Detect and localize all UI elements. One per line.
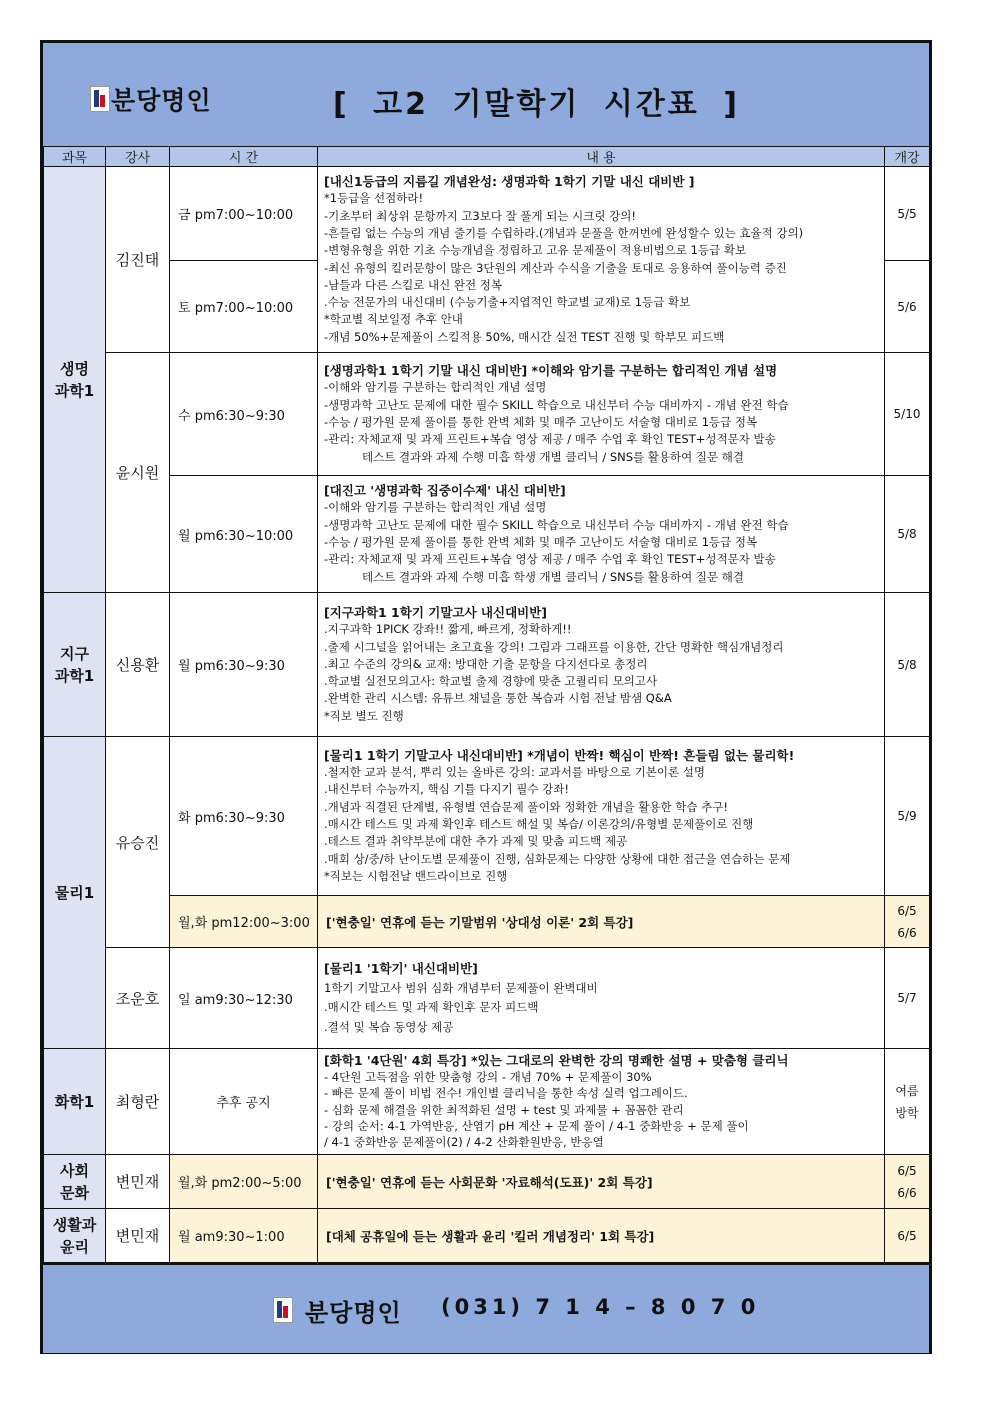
column-header-count: 개강 xyxy=(885,147,930,167)
special-lecture: ['현충일' 연휴에 듣는 기말범위 '상대성 이론' 2회 특강] xyxy=(318,896,885,948)
class-time: 금 pm7:00~10:00 xyxy=(170,167,318,261)
logo-icon xyxy=(273,1297,293,1323)
class-description: [화학1 '4단원' 4회 특강] *있는 그대로의 완벽한 강의 명쾌한 설명 + 맞춤형 클리닉 - 4단원 고득점을 위한 맞춤형 강의 - 개념 70% + 문제풀이 30% - 빠른 문제 풀이 비법 전수! 개인별 클리닉을 통한 속성 실력 업그레이드. - 심화 문제 해결을 위한 최적화된 설명 + test 및 과제물 + 꼼꼼한 관리 - 강의 순서: 4-1 가역반응, 산염기 pH 계산 + 문제 풀이 / 4-1 중화반응 + 문제 풀이 / 4-1 중화반응 문제풀이(2) / 4-2 산화환원반응, 반응열 xyxy=(318,1049,885,1155)
column-header-teacher: 강사 xyxy=(106,147,170,167)
class-time: 토 pm7:00~10:00 xyxy=(170,261,318,353)
teacher-name: 변민재 xyxy=(106,1155,170,1209)
class-description: [대진고 '생명과학 집중이수제' 내신 대비반] -이해와 암기를 구분하는 합리적인 개념 설명 -생명과학 고난도 문제에 대한 필수 SKILL 학습으로 내신부터 수능 대비까지 - 개념 완전 학습 -수능 / 평가원 문제 풀이를 통한 완벽 체화 및 매주 고난이도 서술형 대비로 1등급 정복 -관리: 자체교재 및 과제 프린트+복습 영상 제공 / 매주 수업 후 확인 TEST+성적문자 발송 테스트 결과와 과제 수행 미흡 학생 개별 클리닉 / SNS를 활용하여 질문 해결 xyxy=(318,476,885,593)
special-lecture: ['현충일' 연휴에 듣는 사회문화 '자료해석(도표)' 2회 특강] xyxy=(318,1155,885,1209)
start-date: 5/5 xyxy=(885,167,930,261)
class-time: 월 pm6:30~10:00 xyxy=(170,476,318,593)
subject-earth-science: 지구 과학1 xyxy=(44,593,106,737)
class-description: [생명과학1 1학기 기말 내신 대비반] *이해와 암기를 구분하는 합리적인 개념 설명 -이해와 암기를 구분하는 합리적인 개념 설명 -생명과학 고난도 문제에 대한 필수 SKILL 학습으로 내신부터 수능 대비까지 - 개념 완전 학습 -수능 / 평가원 문제 풀이를 통한 완벽 체화 및 매주 고난이도 서술형 대비로 1등급 정복 -관리: 자체교재 및 과제 프린트+복습 영상 제공 / 매주 수업 후 확인 TEST+성적문자 발송 테스트 결과와 과제 수행 미흡 학생 개별 클리닉 / SNS를 활용하여 질문 해결 xyxy=(318,353,885,476)
teacher-name: 윤시원 xyxy=(106,353,170,593)
column-header-subject: 과목 xyxy=(44,147,106,167)
footer-brand-name: 분당명인 xyxy=(305,1299,402,1327)
start-date: 5/9 xyxy=(885,737,930,896)
class-time: 월,화 pm2:00~5:00 xyxy=(170,1155,318,1209)
start-date: 5/10 xyxy=(885,353,930,476)
header-banner xyxy=(43,43,929,148)
start-date: 5/8 xyxy=(885,593,930,737)
logo-icon xyxy=(90,86,110,112)
start-date: 5/6 xyxy=(885,261,930,353)
class-description: [지구과학1 1학기 기말고사 내신대비반] .지구과학 1PICK 강좌!! 짧게, 빠르게, 정확하게!! .출제 시그널을 읽어내는 초고효율 강의! 그림과 그래프를 이용한, 간단 명확한 핵심개념정리 .최고 수준의 강의& 교재: 방대한 기출 문항을 다지선다로 총정리 .학교별 실전모의고사: 학교별 출제 경향에 맞춘 고퀄리티 모의고사 .완벽한 관리 시스템: 유튜브 채널을 통한 복습과 시험 전날 밤샘 Q&A *직보 별도 진행 xyxy=(318,593,885,737)
teacher-name: 김진태 xyxy=(106,167,170,353)
class-time: 월 am9:30~1:00 xyxy=(170,1209,318,1263)
column-header-content: 내 용 xyxy=(318,147,885,167)
footer-banner xyxy=(43,1263,929,1353)
start-date: 5/7 xyxy=(885,948,930,1049)
teacher-name: 변민재 xyxy=(106,1209,170,1263)
subject-social-culture: 사회 문화 xyxy=(44,1155,106,1209)
teacher-name: 신용환 xyxy=(106,593,170,737)
special-lecture: [대체 공휴일에 듣는 생활과 윤리 '킬러 개념정리' 1회 특강] xyxy=(318,1209,885,1263)
subject-ethics: 생활과 윤리 xyxy=(44,1209,106,1263)
teacher-name: 유승진 xyxy=(106,737,170,948)
class-time: 추후 공지 xyxy=(170,1049,318,1155)
timetable-page xyxy=(40,40,932,1354)
start-date: 5/8 xyxy=(885,476,930,593)
brand-name: 분당명인 xyxy=(111,86,212,115)
start-date: 6/5 xyxy=(885,1209,930,1263)
class-time: 월,화 pm12:00~3:00 xyxy=(170,896,318,948)
class-time: 월 pm6:30~9:30 xyxy=(170,593,318,737)
class-description: [물리1 '1학기' 내신대비반] 1학기 기말고사 범위 심화 개념부터 문제풀이 완벽대비 .매시간 테스트 및 과제 확인후 문자 피드백 .결석 및 복습 동영상 제공 xyxy=(318,948,885,1049)
subject-chemistry: 화학1 xyxy=(44,1049,106,1155)
teacher-name: 최형란 xyxy=(106,1049,170,1155)
class-time: 일 am9:30~12:30 xyxy=(170,948,318,1049)
start-date: 6/5 6/6 xyxy=(885,896,930,948)
timetable xyxy=(43,146,930,1263)
class-description: [내신1등급의 지름길 개념완성: 생명과학 1학기 기말 내신 대비반 ] *1등급을 선점하라! -기초부터 최상위 문항까지 고3보다 잘 풀게 되는 시크릿 강의! -흔들림 없는 수능의 개념 줄기를 수립하라.(개념과 문풀을 한꺼번에 완성할수 있는 효율적 강의) -변형유형을 위한 기초 수능개념을 정립하고 고유 문제풀이 적용비법으로 1등급 확보 -최신 유형의 킬러문항이 많은 3단원의 계산과 수식을 기출을 토대로 응용하여 풀이능력 증진 -남들과 다른 스킬로 내신 완전 정복 .수능 전문가의 내신대비 (수능기출+지엽적인 학교별 교재)로 1등급 확보 *학교별 직보일정 추후 안내 -개념 50%+문제풀이 스킬적용 50%, 매시간 실전 TEST 진행 및 학부모 피드백 xyxy=(318,167,885,353)
column-header-time: 시 간 xyxy=(170,147,318,167)
start-date: 여름 방학 xyxy=(885,1049,930,1155)
page-title: [ 고2 기말학기 시간표 ] xyxy=(333,87,740,122)
start-date: 6/5 6/6 xyxy=(885,1155,930,1209)
class-description: [물리1 1학기 기말고사 내신대비반] *개념이 반짝! 핵심이 반짝! 흔들림 없는 물리학! .철저한 교과 분석, 뿌리 있는 올바른 강의: 교과서를 바탕으로 기본이론 설명 .내신부터 수능까지, 핵심 기틀 다지기 필수 강좌! .개념과 직결된 단계별, 유형별 연습문제 풀이와 정확한 개념을 활용한 학습 추구! .매시간 테스트 및 과제 확인후 테스트 해설 및 복습/ 이론강의/유형별 문제풀이로 진행 .테스트 결과 취약부분에 대한 추가 과제 및 맞춤 피드백 제공 .매회 상/중/하 난이도별 문제풀이 진행, 심화문제는 다양한 상황에 대한 접근을 연습하는 문제 *직보는 시험전날 밴드라이브로 진행 xyxy=(318,737,885,896)
class-time: 화 pm6:30~9:30 xyxy=(170,737,318,896)
class-time: 수 pm6:30~9:30 xyxy=(170,353,318,476)
phone-number: (031) 7 1 4 – 8 0 7 0 xyxy=(441,1295,760,1319)
subject-biology: 생명 과학1 xyxy=(44,167,106,593)
teacher-name: 조운호 xyxy=(106,948,170,1049)
subject-physics: 물리1 xyxy=(44,737,106,1049)
